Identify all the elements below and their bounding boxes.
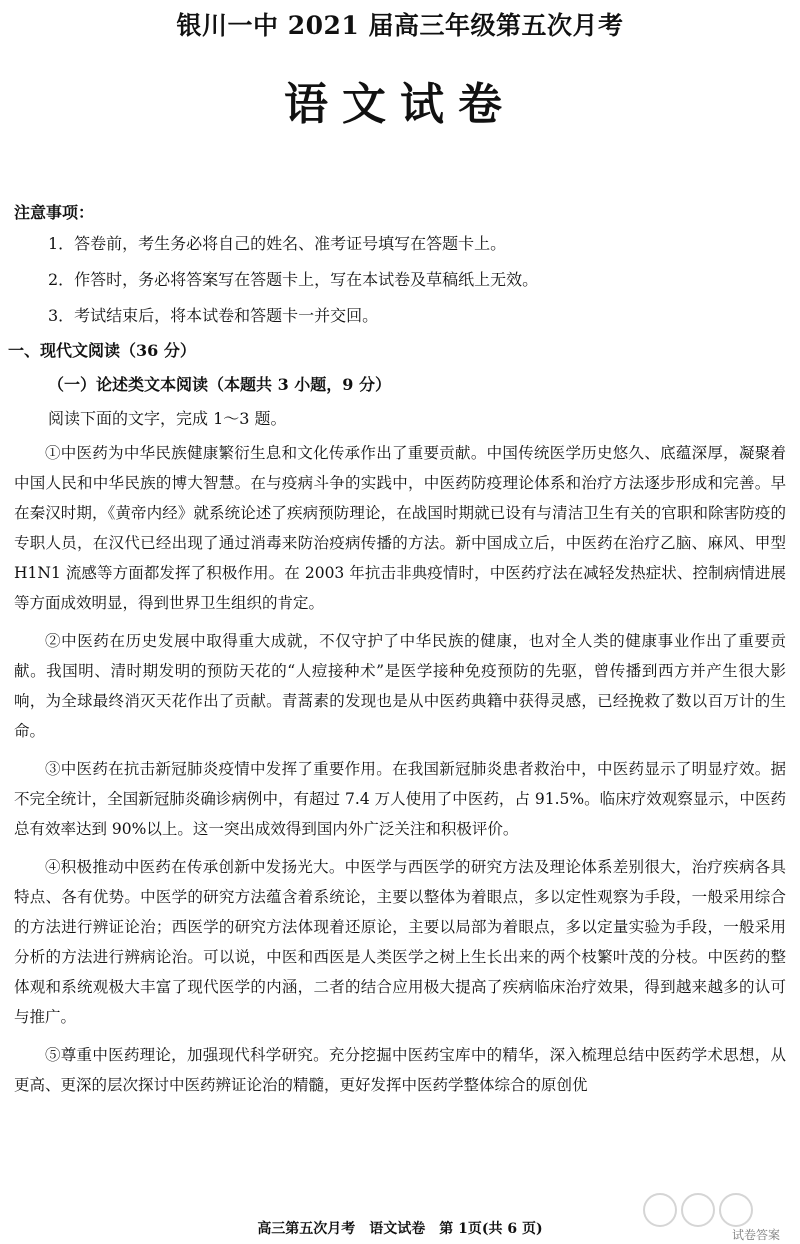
subsection-heading: （一）论述类文本阅读（本题共 3 小题，9 分） bbox=[48, 375, 391, 394]
section-heading: 一、现代文阅读（36 分） bbox=[8, 341, 196, 360]
notice-heading: 注意事项： bbox=[14, 203, 95, 222]
watermark-text: 试卷答案 bbox=[731, 1228, 780, 1242]
passage-paragraph: ①中医药为中华民族健康繁衍生息和文化传承作出了重要贡献。中国传统医学历史悠久、底蕴深厚，凝聚着中国人民和中华民族的博大智慧。在与疫病斗争的实践中，中医药防疫理论体系和治疗方法逐步形成和完善。早在秦汉时期，《黄帝内经》就系统论述了疾病预防理论，在战国时期就已设有与清洁卫生有关的官职和除害防疫的专职人员，在汉代已经出现了通过消毒来防治疫病传播的方法。新中国成立后，中医药在治疗乙脑、麻风、甲型 H1N1 流感等方面都发挥了积极作用。在 2003 年抗击非典疫情时，中医药疗法在减轻发热症状、控制病情进展等方面成效明显，得到世界卫生组织的肯定。 bbox=[14, 444, 786, 612]
page-footer: 高三第五次月考 语文试卷 第 1页(共 6 页) bbox=[257, 1221, 543, 1237]
notice-list bbox=[48, 232, 788, 340]
notice-item: 2．作答时，务必将答案写在答题卡上，写在本试卷及草稿纸上无效。 bbox=[48, 270, 539, 289]
paper-title: 语文试卷 bbox=[284, 79, 516, 130]
passage-paragraph: ③中医药在抗击新冠肺炎疫情中发挥了重要作用。在我国新冠肺炎患者救治中，中医药显示了明显疗效。据不完全统计，全国新冠肺炎确诊病例中，有超过 7.4 万人使用了中医药，占 91.5%。临床疗效观察显示，中医药总有效率达到 90%以上。这一突出成效得到国内外广泛关注和积极评价。 bbox=[14, 760, 786, 838]
reading-passage bbox=[14, 438, 786, 1108]
exam-title: 银川一中 2021 届高三年级第五次月考 bbox=[176, 11, 624, 40]
passage-paragraph: ⑤尊重中医药理论，加强现代科学研究。充分挖掘中医药宝库中的精华，深入梳理总结中医药学术思想，从更高、更深的层次探讨中医药辨证论治的精髓，更好发挥中医药学整体综合的原创优 bbox=[14, 1046, 786, 1094]
reading-instruction: 阅读下面的文字，完成 1～3 题。 bbox=[48, 409, 287, 428]
passage-paragraph: ②中医药在历史发展中取得重大成就，不仅守护了中华民族的健康，也对全人类的健康事业作出了重要贡献。我国明、清时期发明的预防天花的“人痘接种术”是医学接种免疫预防的先驱，曾传播到西方并产生很大影响，为全球最终消灭天花作出了贡献。青蒿素的发现也是从中医药典籍中获得灵感，已经挽救了数以百万计的生命。 bbox=[14, 632, 786, 740]
notice-item: 1．答卷前，考生务必将自己的姓名、准考证号填写在答题卡上。 bbox=[48, 234, 507, 253]
notice-item: 3．考试结束后，将本试卷和答题卡一并交回。 bbox=[48, 306, 379, 325]
passage-paragraph: ④积极推动中医药在传承创新中发扬光大。中医学与西医学的研究方法及理论体系差别很大，治疗疾病各具特点、各有优势。中医学的研究方法蕴含着系统论，主要以整体为着眼点，多以定性观察为手段，一般采用综合的方法进行辨证论治；西医学的研究方法体现着还原论，主要以局部为着眼点，多以定量实验为手段，一般采用分析的方法进行辨病论治。可以说，中医和西医是人类医学之树上生长出来的两个枝繁叶茂的分枝。中医药的整体观和系统观极大丰富了现代医学的内涵，二者的结合应用极大提高了疾病临床治疗效果，得到越来越多的认可与推广。 bbox=[14, 858, 786, 1026]
